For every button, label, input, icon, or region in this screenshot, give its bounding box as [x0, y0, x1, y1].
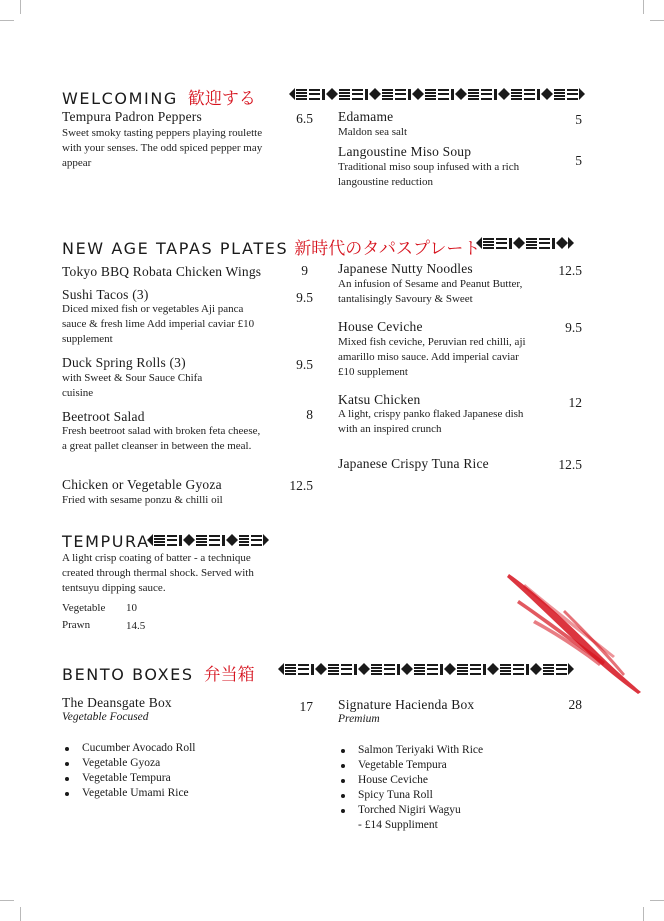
section-heading-tapas	[62, 234, 480, 259]
tempura-description: A light crisp coating of batter - a technique created through thermal shock. Served with tentsuyu dipping sauce.	[62, 552, 254, 594]
heading-japanese: 新時代のタパスプレート	[294, 239, 481, 259]
menu-item-description: A light, crispy panko flaked Japanese dish with an inspired crunch	[338, 408, 524, 435]
menu-item-description: Fresh beetroot salad with broken feta cheese, a great pallet cleanser in between the meal.	[62, 425, 261, 452]
menu-item-description: with Sweet & Sour Sauce Chifa cuisine	[62, 372, 203, 399]
menu-item-name: Sushi Tacos (3)	[62, 287, 149, 302]
crop-mark	[643, 907, 644, 921]
heading-text: NEW AGE TAPAS PLATES	[62, 239, 289, 258]
crop-mark	[650, 900, 664, 901]
heading-text: BENTO BOXES	[62, 665, 194, 684]
menu-item-description: Fried with sesame ponzu & chilli oil	[62, 494, 223, 506]
heading-japanese: 歓迎する	[187, 89, 256, 109]
decorative-border	[289, 87, 585, 101]
bento-name: Signature Hacienda Box	[338, 697, 475, 712]
list-item: Torched Nigiri Wagyu	[338, 803, 483, 818]
bento-item-list	[338, 743, 483, 833]
menu-item-price: 5	[575, 153, 582, 168]
list-item: Vegetable Umami Rice	[62, 786, 196, 801]
menu-item-name: Japanese Crispy Tuna Rice	[338, 456, 489, 471]
menu-item-name: Edamame	[338, 109, 394, 124]
crop-mark	[643, 0, 644, 14]
menu-item-price: 8	[306, 407, 313, 422]
menu-item-price: 9.5	[565, 320, 582, 335]
list-item: Salmon Teriyaki With Rice	[338, 743, 483, 758]
menu-item-price: 12.5	[558, 263, 582, 278]
menu-item-name: Tempura Padron Peppers	[62, 109, 202, 124]
menu-item-name: Tokyo BBQ Robata Chicken Wings	[62, 264, 262, 279]
menu-item-price: 12	[568, 395, 582, 410]
crop-mark	[20, 907, 21, 921]
bento-item-list	[62, 741, 196, 801]
list-item: House Ceviche	[338, 773, 483, 788]
crop-mark	[650, 20, 664, 21]
menu-item-name: Langoustine Miso Soup	[338, 144, 472, 159]
menu-item-name: Chicken or Vegetable Gyoza	[62, 477, 222, 492]
bento-subtitle: Premium	[338, 713, 380, 725]
crop-mark	[0, 900, 14, 901]
menu-item-description: Maldon sea salt	[338, 126, 408, 138]
menu-item-description: Diced mixed fish or vegetables Aji panca sauce & fresh lime Add imperial caviar £10 supplement	[62, 303, 255, 345]
heading-japanese: 弁当箱	[203, 665, 255, 685]
menu-item-name: House Ceviche	[338, 319, 423, 334]
list-item: Spicy Tuna Roll	[338, 788, 483, 803]
tempura-option-label: Prawn	[62, 619, 91, 631]
brush-stroke-decoration	[505, 570, 645, 695]
menu-item-name: Beetroot Salad	[62, 409, 145, 424]
list-item: Vegetable Tempura	[338, 758, 483, 773]
menu-item-description: Sweet smoky tasting peppers playing roulette with your senses. The odd spiced pepper may appear	[62, 127, 263, 169]
menu-item-price: 9	[301, 263, 308, 278]
bento-subtitle: Vegetable Focused	[62, 711, 149, 723]
menu-item-name: Japanese Nutty Noodles	[338, 261, 473, 276]
list-item: Vegetable Tempura	[62, 771, 196, 786]
tempura-option-price: 14.5	[126, 620, 146, 632]
menu-item-description: An infusion of Sesame and Peanut Butter, tantalisingly Savoury & Sweet	[338, 278, 523, 305]
menu-item-name: Duck Spring Rolls (3)	[62, 355, 186, 370]
tempura-option-label: Vegetable	[62, 602, 106, 614]
menu-item-price: 9.5	[296, 357, 313, 372]
decorative-border	[476, 236, 585, 250]
menu-item-name: Katsu Chicken	[338, 392, 421, 407]
bento-price: 17	[299, 699, 313, 714]
menu-item-description: Traditional miso soup infused with a rich langoustine reduction	[338, 161, 520, 188]
menu-item-price: 5	[575, 112, 582, 127]
menu-item-price: 12.5	[289, 478, 313, 493]
bento-price: 28	[568, 697, 582, 712]
section-heading-tempura	[62, 532, 150, 551]
menu-item-description: Mixed fish ceviche, Peruvian red chilli, aji amarillo miso sauce. Add imperial caviar £10 supplement	[338, 336, 526, 378]
menu-item-price: 9.5	[296, 290, 313, 305]
menu-item-price: 12.5	[558, 457, 582, 472]
section-heading-welcoming	[62, 84, 256, 109]
heading-text: WELCOMING	[62, 89, 178, 108]
crop-mark	[20, 0, 21, 14]
list-item: Vegetable Gyoza	[62, 756, 196, 771]
heading-text: TEMPURA	[62, 532, 150, 551]
decorative-border	[278, 662, 585, 676]
list-item-note: - £14 Suppliment	[358, 819, 438, 831]
menu-item-price: 6.5	[296, 111, 313, 126]
crop-mark	[0, 20, 14, 21]
bento-name: The Deansgate Box	[62, 695, 172, 710]
tempura-option-price: 10	[126, 602, 137, 614]
decorative-border	[147, 533, 269, 547]
list-item: Cucumber Avocado Roll	[62, 741, 196, 756]
section-heading-bento	[62, 660, 255, 685]
